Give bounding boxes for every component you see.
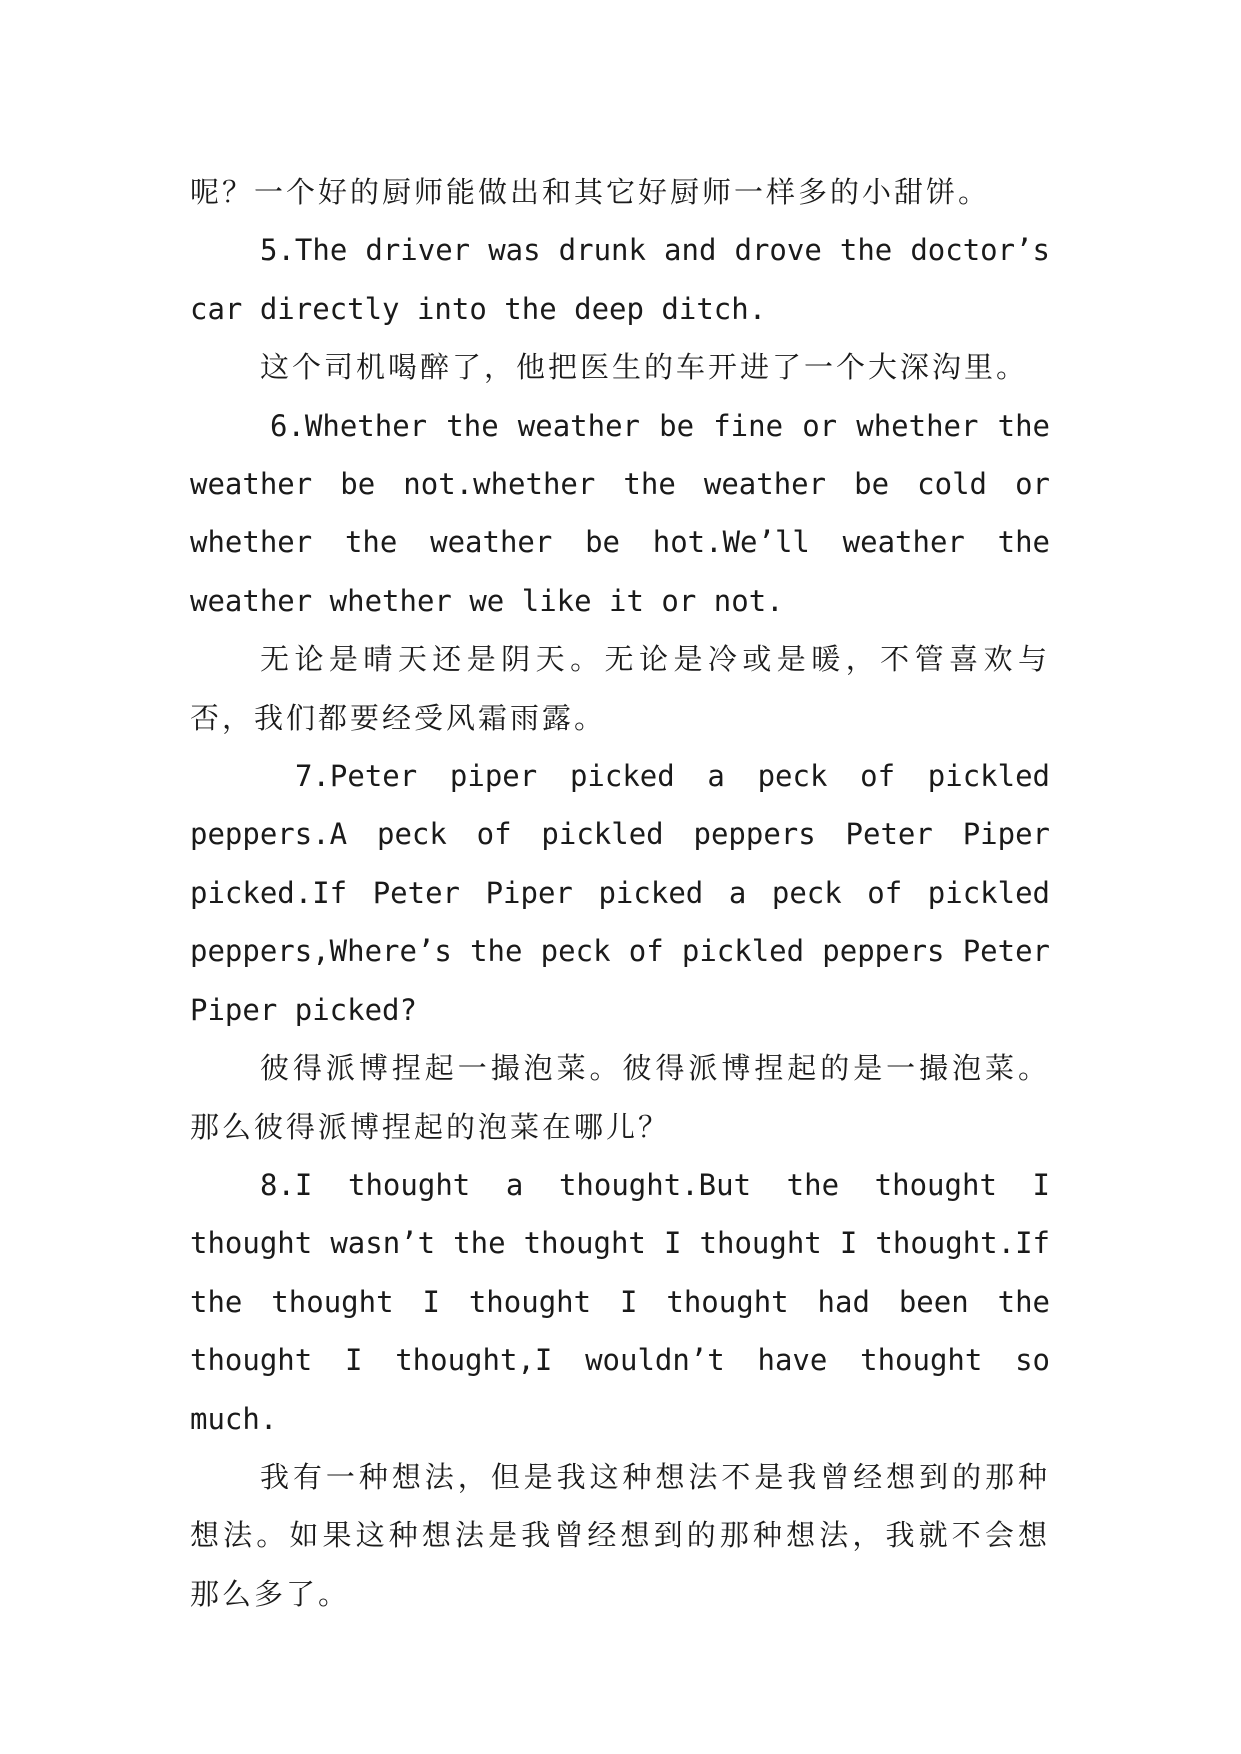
paragraph-8-english: 8.I thought a thought.But the thought I thought wasn’t the thought I thought I thought.If the thought I thought I thought had been the thought I thought,I wouldn’t have thought so much. [190,1167,1050,1436]
paragraph-6-english: 6.Whether the weather be fine or whether the weather be not.whether the weather be cold or whether the weather be hot.We’ll weather the weather whether we like it or not. [190,408,1050,618]
document-body [190,163,1050,1623]
paragraph-5-english: 5.The driver was drunk and drove the doctor’s car directly into the deep ditch. [190,233,1050,326]
paragraph-5-translation: 这个司机喝醉了，他把医生的车开进了一个大深沟里。 [260,350,1029,385]
paragraph-6-translation: 无论是晴天还是阴天。无论是冷或是暖，不管喜欢与否，我们都要经受风霜雨露。 [190,642,1050,735]
paragraph-7-english: 7.Peter piper picked a peck of pickled peppers.A peck of pickled peppers Peter Piper picked.If Peter Piper picked a peck of pickled peppers,Where’s the peck of pickled peppers Peter Piper picked? [190,759,1050,1027]
paragraph-8-translation: 我有一种想法，但是我这种想法不是我曾经想到的那种想法。如果这种想法是我曾经想到的那种想法，我就不会想那么多了。 [190,1459,1050,1611]
paragraph-7-translation: 彼得派博捏起一撮泡菜。彼得派博捏起的是一撮泡菜。那么彼得派博捏起的泡菜在哪儿？ [190,1051,1050,1144]
paragraph-4-translation-end: 呢？一个好的厨师能做出和其它好厨师一样多的小甜饼。 [190,175,991,209]
